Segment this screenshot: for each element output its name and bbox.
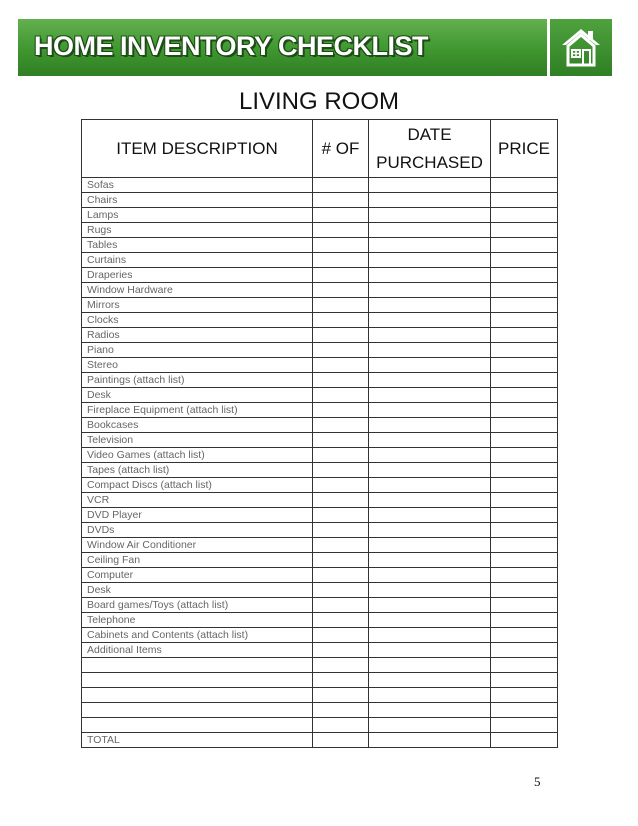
logo <box>550 19 612 76</box>
date-purchased-cell[interactable] <box>369 703 491 718</box>
table-row <box>82 493 558 508</box>
table-row <box>82 568 558 583</box>
price-cell[interactable] <box>491 268 558 283</box>
date-purchased-cell[interactable] <box>369 583 491 598</box>
count-cell[interactable] <box>313 583 369 598</box>
count-cell[interactable] <box>313 283 369 298</box>
column-header-count: # OF <box>313 120 369 178</box>
date-purchased-cell[interactable] <box>369 343 491 358</box>
count-cell[interactable] <box>313 433 369 448</box>
date-purchased-cell[interactable] <box>369 478 491 493</box>
column-header-date-line1: DATE <box>407 124 452 144</box>
date-purchased-cell[interactable] <box>369 643 491 658</box>
count-cell[interactable] <box>313 418 369 433</box>
count-cell[interactable] <box>313 643 369 658</box>
date-purchased-cell[interactable] <box>369 493 491 508</box>
count-cell[interactable] <box>313 193 369 208</box>
item-description-cell[interactable]: Sofas <box>82 178 313 193</box>
item-description-cell[interactable]: Rugs <box>82 223 313 238</box>
price-cell[interactable] <box>491 208 558 223</box>
count-cell[interactable] <box>313 373 369 388</box>
table-row <box>82 643 558 658</box>
price-cell[interactable] <box>491 328 558 343</box>
price-cell[interactable] <box>491 283 558 298</box>
inventory-table <box>81 119 558 748</box>
column-header-price: PRICE <box>491 120 558 178</box>
date-purchased-cell[interactable] <box>369 193 491 208</box>
table-row <box>82 298 558 313</box>
table-row <box>82 508 558 523</box>
table-row <box>82 223 558 238</box>
date-purchased-cell[interactable] <box>369 553 491 568</box>
item-description-cell[interactable]: Telephone <box>82 613 313 628</box>
table-row <box>82 598 558 613</box>
date-purchased-cell[interactable] <box>369 208 491 223</box>
item-description-cell[interactable]: Window Air Conditioner <box>82 538 313 553</box>
price-cell[interactable] <box>491 643 558 658</box>
item-description-cell[interactable]: Cabinets and Contents (attach list) <box>82 628 313 643</box>
date-purchased-cell[interactable] <box>369 313 491 328</box>
date-purchased-cell[interactable] <box>369 418 491 433</box>
table-row <box>82 418 558 433</box>
count-cell[interactable] <box>313 478 369 493</box>
count-cell[interactable] <box>313 508 369 523</box>
price-cell[interactable] <box>491 178 558 193</box>
price-cell[interactable] <box>491 403 558 418</box>
date-purchased-cell[interactable] <box>369 178 491 193</box>
table-row <box>82 553 558 568</box>
item-description-cell[interactable]: DVDs <box>82 523 313 538</box>
table-header-row <box>82 120 558 178</box>
table-row <box>82 268 558 283</box>
price-cell[interactable] <box>491 583 558 598</box>
price-cell[interactable] <box>491 538 558 553</box>
item-description-cell[interactable]: Draperies <box>82 268 313 283</box>
date-purchased-cell[interactable] <box>369 268 491 283</box>
table-row <box>82 523 558 538</box>
price-cell[interactable] <box>491 508 558 523</box>
date-purchased-cell[interactable] <box>369 223 491 238</box>
table-row <box>82 433 558 448</box>
price-cell[interactable] <box>491 688 558 703</box>
date-purchased-cell[interactable] <box>369 733 491 748</box>
count-cell[interactable] <box>313 553 369 568</box>
table-row <box>82 478 558 493</box>
date-purchased-cell[interactable] <box>369 523 491 538</box>
table-row <box>82 658 558 673</box>
price-cell[interactable] <box>491 568 558 583</box>
count-cell[interactable] <box>313 733 369 748</box>
date-purchased-cell[interactable] <box>369 448 491 463</box>
price-cell[interactable] <box>491 253 558 268</box>
count-cell[interactable] <box>313 493 369 508</box>
table-row <box>82 388 558 403</box>
item-description-cell[interactable]: Computer <box>82 568 313 583</box>
price-cell[interactable] <box>491 658 558 673</box>
count-cell[interactable] <box>313 343 369 358</box>
price-cell[interactable] <box>491 673 558 688</box>
column-header-description: ITEM DESCRIPTION <box>82 120 313 178</box>
date-purchased-cell[interactable] <box>369 358 491 373</box>
price-cell[interactable] <box>491 718 558 733</box>
item-description-cell[interactable]: Ceiling Fan <box>82 553 313 568</box>
item-description-cell[interactable]: Chairs <box>82 193 313 208</box>
count-cell[interactable] <box>313 613 369 628</box>
count-cell[interactable] <box>313 298 369 313</box>
price-cell[interactable] <box>491 373 558 388</box>
item-description-cell[interactable]: Video Games (attach list) <box>82 448 313 463</box>
item-description-cell[interactable]: Additional Items <box>82 643 313 658</box>
column-header-date-line2: PURCHASED <box>376 152 483 172</box>
price-cell[interactable] <box>491 388 558 403</box>
price-cell[interactable] <box>491 463 558 478</box>
table-row <box>82 283 558 298</box>
date-purchased-cell[interactable] <box>369 403 491 418</box>
date-purchased-cell[interactable] <box>369 328 491 343</box>
table-row <box>82 343 558 358</box>
table-row <box>82 673 558 688</box>
count-cell[interactable] <box>313 388 369 403</box>
date-purchased-cell[interactable] <box>369 253 491 268</box>
price-cell[interactable] <box>491 193 558 208</box>
table-row <box>82 328 558 343</box>
price-cell[interactable] <box>491 613 558 628</box>
price-cell[interactable] <box>491 628 558 643</box>
count-cell[interactable] <box>313 673 369 688</box>
count-cell[interactable] <box>313 658 369 673</box>
price-cell[interactable] <box>491 598 558 613</box>
column-header-date <box>369 120 491 178</box>
count-cell[interactable] <box>313 403 369 418</box>
count-cell[interactable] <box>313 688 369 703</box>
count-cell[interactable] <box>313 328 369 343</box>
count-cell[interactable] <box>313 538 369 553</box>
item-description-cell[interactable]: Stereo <box>82 358 313 373</box>
table-row <box>82 178 558 193</box>
item-description-cell[interactable]: Tables <box>82 238 313 253</box>
price-cell[interactable] <box>491 478 558 493</box>
price-cell[interactable] <box>491 523 558 538</box>
date-purchased-cell[interactable] <box>369 463 491 478</box>
table-row <box>82 613 558 628</box>
count-cell[interactable] <box>313 268 369 283</box>
price-cell[interactable] <box>491 223 558 238</box>
count-cell[interactable] <box>313 598 369 613</box>
table-row <box>82 538 558 553</box>
price-cell[interactable] <box>491 238 558 253</box>
item-description-cell[interactable]: Desk <box>82 388 313 403</box>
item-description-cell[interactable]: Mirrors <box>82 298 313 313</box>
price-cell[interactable] <box>491 418 558 433</box>
date-purchased-cell[interactable] <box>369 283 491 298</box>
item-description-cell[interactable]: Window Hardware <box>82 283 313 298</box>
table-row <box>82 313 558 328</box>
price-cell[interactable] <box>491 448 558 463</box>
count-cell[interactable] <box>313 703 369 718</box>
date-purchased-cell[interactable] <box>369 388 491 403</box>
item-description-cell[interactable] <box>82 673 313 688</box>
item-description-cell[interactable]: Bookcases <box>82 418 313 433</box>
item-description-cell[interactable]: Paintings (attach list) <box>82 373 313 388</box>
count-cell[interactable] <box>313 208 369 223</box>
item-description-cell[interactable] <box>82 658 313 673</box>
price-cell[interactable] <box>491 493 558 508</box>
table-row <box>82 688 558 703</box>
date-purchased-cell[interactable] <box>369 568 491 583</box>
table-row <box>82 703 558 718</box>
page-number: 5 <box>534 774 541 789</box>
price-cell[interactable] <box>491 343 558 358</box>
item-description-cell[interactable]: Tapes (attach list) <box>82 463 313 478</box>
count-cell[interactable] <box>313 313 369 328</box>
count-cell[interactable] <box>313 253 369 268</box>
date-purchased-cell[interactable] <box>369 718 491 733</box>
table-row <box>82 193 558 208</box>
price-cell[interactable] <box>491 298 558 313</box>
table-row <box>82 448 558 463</box>
page-title: HOME INVENTORY CHECKLIST <box>34 31 429 61</box>
count-cell[interactable] <box>313 223 369 238</box>
item-description-cell[interactable]: Television <box>82 433 313 448</box>
count-cell[interactable] <box>313 628 369 643</box>
count-cell[interactable] <box>313 718 369 733</box>
count-cell[interactable] <box>313 238 369 253</box>
date-purchased-cell[interactable] <box>369 628 491 643</box>
table-row <box>82 628 558 643</box>
date-purchased-cell[interactable] <box>369 688 491 703</box>
house-icon <box>558 25 604 69</box>
count-cell[interactable] <box>313 568 369 583</box>
item-description-cell[interactable]: TOTAL <box>82 733 313 748</box>
item-description-cell[interactable]: Compact Discs (attach list) <box>82 478 313 493</box>
item-description-cell[interactable]: Piano <box>82 343 313 358</box>
item-description-cell[interactable]: Desk <box>82 583 313 598</box>
item-description-cell[interactable]: Board games/Toys (attach list) <box>82 598 313 613</box>
count-cell[interactable] <box>313 448 369 463</box>
table-row <box>82 238 558 253</box>
date-purchased-cell[interactable] <box>369 238 491 253</box>
table-row <box>82 463 558 478</box>
item-description-cell[interactable]: Lamps <box>82 208 313 223</box>
count-cell[interactable] <box>313 463 369 478</box>
item-description-cell[interactable]: Radios <box>82 328 313 343</box>
price-cell[interactable] <box>491 358 558 373</box>
date-purchased-cell[interactable] <box>369 373 491 388</box>
item-description-cell[interactable] <box>82 703 313 718</box>
item-description-cell[interactable]: Fireplace Equipment (attach list) <box>82 403 313 418</box>
date-purchased-cell[interactable] <box>369 298 491 313</box>
table-row <box>82 718 558 733</box>
date-purchased-cell[interactable] <box>369 598 491 613</box>
table-row <box>82 358 558 373</box>
table-row <box>82 733 558 748</box>
table-row <box>82 583 558 598</box>
item-description-cell[interactable] <box>82 688 313 703</box>
count-cell[interactable] <box>313 178 369 193</box>
price-cell[interactable] <box>491 313 558 328</box>
table-row <box>82 208 558 223</box>
price-cell[interactable] <box>491 703 558 718</box>
item-description-cell[interactable]: DVD Player <box>82 508 313 523</box>
date-purchased-cell[interactable] <box>369 673 491 688</box>
table-row <box>82 253 558 268</box>
item-description-cell[interactable]: Curtains <box>82 253 313 268</box>
table-row <box>82 403 558 418</box>
date-purchased-cell[interactable] <box>369 538 491 553</box>
item-description-cell[interactable]: Clocks <box>82 313 313 328</box>
section-title: LIVING ROOM <box>238 88 400 115</box>
count-cell[interactable] <box>313 523 369 538</box>
date-purchased-cell[interactable] <box>369 433 491 448</box>
price-cell[interactable] <box>491 553 558 568</box>
item-description-cell[interactable]: VCR <box>82 493 313 508</box>
date-purchased-cell[interactable] <box>369 658 491 673</box>
price-cell[interactable] <box>491 733 558 748</box>
item-description-cell[interactable] <box>82 718 313 733</box>
count-cell[interactable] <box>313 358 369 373</box>
date-purchased-cell[interactable] <box>369 613 491 628</box>
table-row <box>82 373 558 388</box>
price-cell[interactable] <box>491 433 558 448</box>
date-purchased-cell[interactable] <box>369 508 491 523</box>
